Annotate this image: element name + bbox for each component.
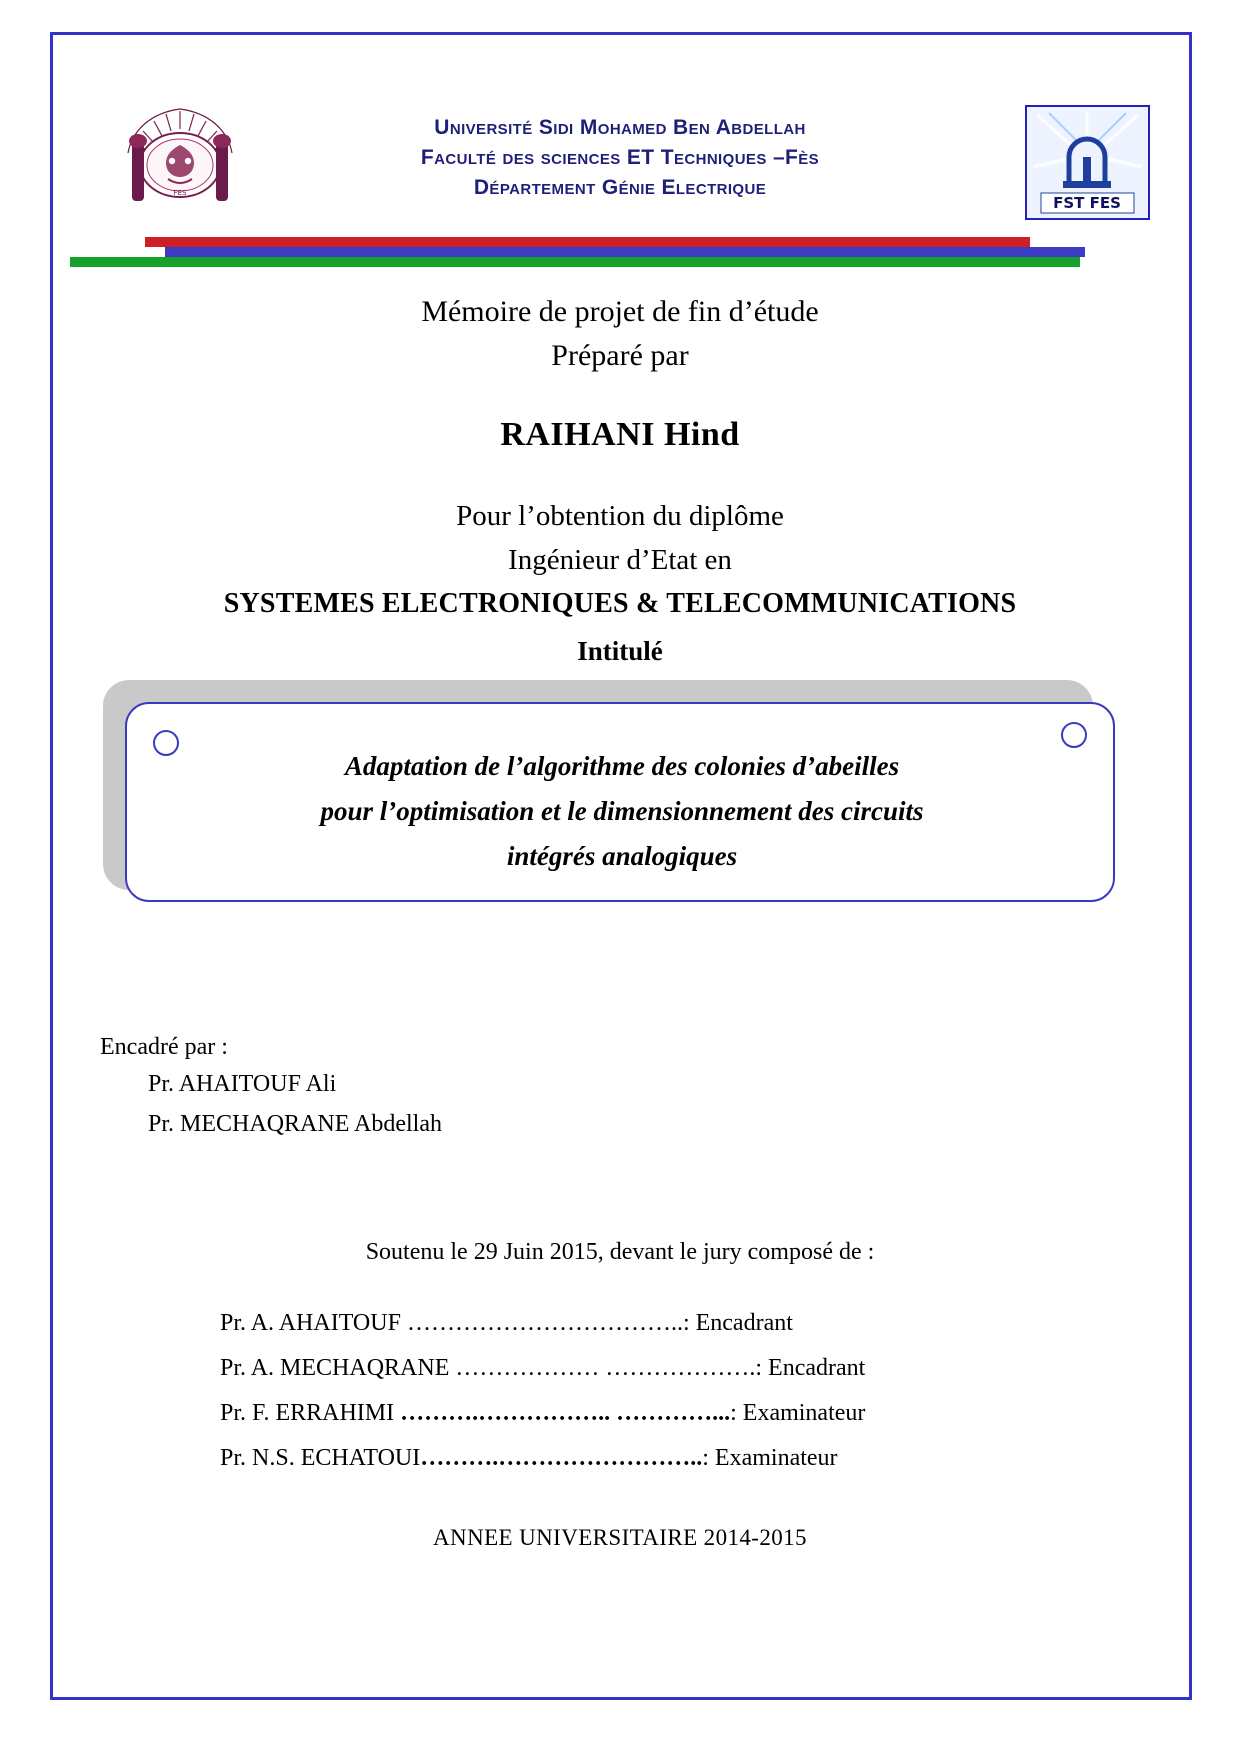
svg-text:FST FES: FST FES — [1053, 194, 1121, 212]
scroll-box — [125, 702, 1115, 902]
jury-member-dots: …………………………….. — [406, 1310, 683, 1336]
jury-member-row — [220, 1436, 1170, 1481]
program-line: SYSTEMES ELECTRONIQUES & TELECOMMUNICATIONS — [223, 588, 1017, 619]
svg-text:FES: FES — [173, 189, 187, 197]
jury-member-row — [220, 1301, 1170, 1346]
jury-heading: Soutenu le 29 Juin 2015, devant le jury composé de : — [365, 1239, 875, 1265]
intitule-label: Intitulé — [577, 636, 663, 666]
institution-line-2: Faculté des sciences ET Techniques –Fès — [420, 146, 820, 169]
jury-member-dots: ……………… ………………. — [455, 1355, 756, 1381]
fst-fes-logo-icon — [1025, 105, 1150, 220]
bar-red — [145, 237, 1030, 247]
jury-member-dots: ……….…………………….. — [420, 1445, 703, 1471]
jury-list — [70, 1301, 1170, 1481]
bar-blue — [165, 247, 1085, 257]
thesis-title-line-1: Adaptation de l’algorithme des colonies d’abeilles — [344, 751, 900, 781]
jury-member-dots: ……….…………….. …………... — [400, 1400, 731, 1426]
jury-member-row — [220, 1346, 1170, 1391]
supervision-block — [100, 1030, 800, 1144]
jury-member-role: : Encadrant — [682, 1310, 793, 1336]
supervisor-item: Pr. AHAITOUF Ali — [148, 1071, 337, 1097]
jury-member-name: Pr. A. MECHAQRANE — [220, 1355, 456, 1381]
tricolor-bars — [70, 237, 1170, 273]
supervisor-item: Pr. MECHAQRANE Abdellah — [148, 1111, 442, 1137]
jury-member-role: : Encadrant — [755, 1355, 866, 1381]
author-name: RAIHANI Hind — [500, 416, 740, 453]
jury-member-role: : Examinateur — [730, 1400, 866, 1426]
thesis-title-line-2: pour l’optimisation et le dimensionnement des circuits — [320, 796, 924, 826]
memoire-line: Mémoire de projet de fin d’étude — [421, 295, 819, 328]
jury-member-name: Pr. N.S. ECHATOUI — [220, 1445, 421, 1471]
prepared-by-line: Préparé par — [551, 339, 689, 372]
institution-titles — [290, 113, 950, 203]
diploma-line: Pour l’obtention du diplôme — [456, 500, 784, 532]
thesis-title-scroll — [103, 680, 1123, 910]
jury-block — [70, 1235, 1170, 1481]
thesis-title-line-3: intégrés analogiques — [506, 841, 738, 871]
university-crest-icon — [110, 103, 250, 223]
jury-member-name: Pr. F. ERRAHIMI — [220, 1400, 401, 1426]
scroll-curl-right-icon — [1061, 722, 1087, 748]
jury-member-row — [220, 1391, 1170, 1436]
academic-year: ANNEE UNIVERSITAIRE 2014-2015 — [433, 1525, 807, 1550]
institution-line-3: Département Génie Electrique — [473, 176, 767, 199]
jury-member-name: Pr. A. AHAITOUF — [220, 1310, 407, 1336]
cover-middle-block — [70, 290, 1170, 672]
scroll-curl-left-icon — [153, 730, 179, 756]
jury-member-role: : Examinateur — [702, 1445, 838, 1471]
institution-line-1: Université Sidi Mohamed Ben Abdellah — [434, 116, 806, 139]
thesis-title — [187, 744, 1057, 879]
degree-line: Ingénieur d’Etat en — [508, 544, 732, 576]
page-header — [70, 95, 1170, 235]
bar-green — [70, 257, 1080, 267]
supervision-label: Encadré par : — [100, 1034, 228, 1060]
